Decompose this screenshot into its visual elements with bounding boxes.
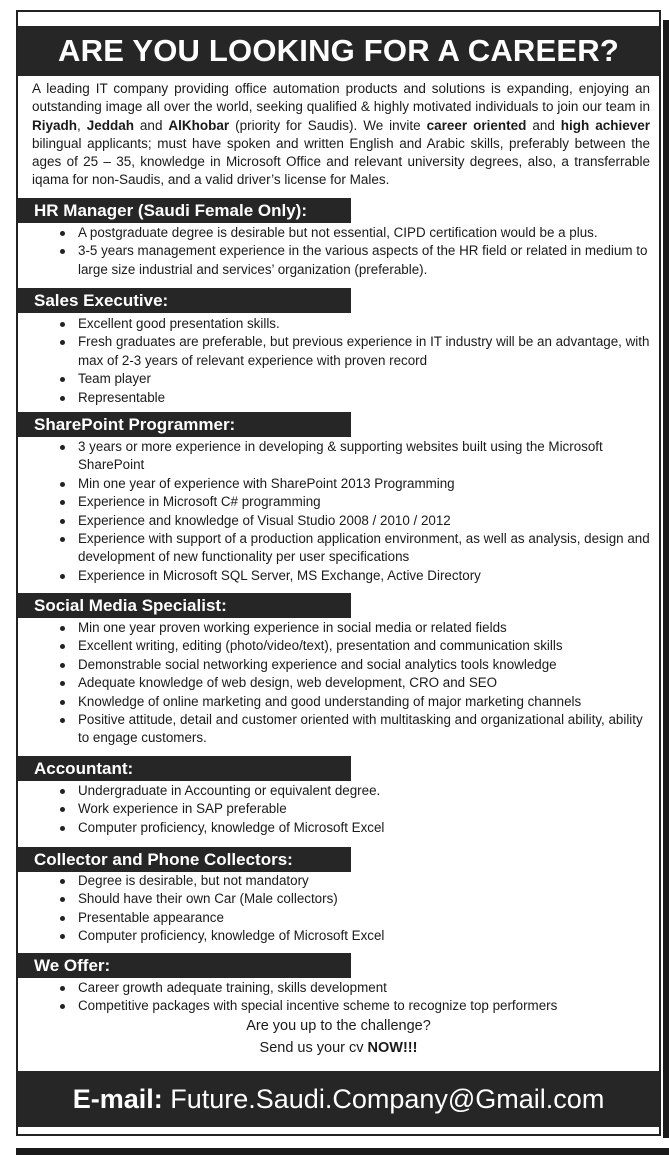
list-item: Presentable appearance	[58, 909, 654, 927]
page-edge-shadow	[663, 20, 669, 1138]
list-item: Should have their own Car (Male collectors)	[58, 890, 654, 908]
sharepoint-programmer-requirements	[58, 438, 654, 585]
intro-separator: ,	[77, 117, 87, 133]
cta-text: Send us your cv	[259, 1040, 368, 1056]
list-item: Excellent writing, editing (photo/video/text), presentation and communication skills	[58, 637, 654, 655]
list-item: Fresh graduates are preferable, but previous experience in IT industry will be an advantage, with max of 2-3 years of relevant experience with proven record	[58, 333, 654, 370]
hr-manager-requirements	[58, 224, 654, 279]
list-item: Computer proficiency, knowledge of Microsoft Excel	[58, 819, 654, 837]
list-item: Work experience in SAP preferable	[58, 800, 654, 818]
list-item: Adequate knowledge of web design, web development, CRO and SEO	[58, 674, 654, 692]
section-heading-accountant: Accountant:	[18, 756, 351, 781]
intro-text: A leading IT company providing office automation products and solutions is expanding, enjoying an outstanding image all over the world, seeking qualified & highly motivated individuals to join our team in	[32, 81, 650, 115]
list-item: Excellent good presentation skills.	[58, 315, 654, 333]
section-heading-social-media-specialist: Social Media Specialist:	[18, 593, 351, 618]
list-item: Knowledge of online marketing and good understanding of major marketing channels	[58, 693, 654, 711]
city-riyadh: Riyadh	[32, 117, 78, 133]
intro-emphasis: career oriented	[426, 117, 527, 133]
list-item: Degree is desirable, but not mandatory	[58, 872, 654, 890]
list-item: Min one year of experience with SharePoint 2013 Programming	[58, 475, 654, 493]
list-item: Experience and knowledge of Visual Studio 2008 / 2010 / 2012	[58, 512, 654, 530]
list-item: 3 years or more experience in developing & supporting websites built using the Microsoft SharePoint	[58, 438, 654, 475]
section-heading-collectors: Collector and Phone Collectors:	[18, 847, 351, 872]
city-jeddah: Jeddah	[86, 117, 134, 133]
list-item: Positive attitude, detail and customer oriented with multitasking and organizational ability, ability to engage customers.	[58, 711, 654, 748]
intro-text: bilingual applicants; must have spoken and written English and Arabic skills, preferably between the ages of 25 – 35, knowledge in Microsoft Office and relevant university degrees, also, a transferrable iqama for non-Saudis, and a valid driver’s license for Males.	[32, 135, 650, 188]
section-heading-sales-executive: Sales Executive:	[18, 288, 351, 313]
list-item: Experience with support of a production application environment, as well as analysis, design and development of new functionality per user specifications	[58, 530, 654, 567]
list-item: Competitive packages with special incentive scheme to recognize top performers	[58, 997, 654, 1015]
list-item: Experience in Microsoft SQL Server, MS Exchange, Active Directory	[58, 567, 654, 585]
social-media-specialist-requirements	[58, 619, 654, 748]
email-label: E-mail:	[72, 1084, 163, 1114]
list-item: Team player	[58, 370, 654, 388]
section-heading-sharepoint-programmer: SharePoint Programmer:	[18, 412, 351, 437]
section-heading-we-offer: We Offer:	[18, 953, 351, 978]
email-address[interactable]: Future.Saudi.Company@Gmail.com	[170, 1084, 605, 1114]
page-title: ARE YOU LOOKING FOR A CAREER?	[18, 26, 659, 76]
collectors-requirements	[58, 872, 654, 946]
sales-executive-requirements	[58, 315, 654, 407]
offer-list	[58, 979, 654, 1016]
intro-text: (priority for Saudis). We invite	[229, 117, 427, 133]
closing-question: Are you up to the challenge?	[246, 1018, 431, 1034]
list-item: A postgraduate degree is desirable but not essential, CIPD certification would be a plus.	[58, 224, 654, 242]
list-item: 3-5 years management experience in the various aspects of the HR field or related in medium to large size industrial and services’ organization (preferable).	[58, 242, 654, 279]
list-item: Computer proficiency, knowledge of Microsoft Excel	[58, 927, 654, 945]
intro-paragraph	[32, 80, 650, 190]
section-heading-hr-manager: HR Manager (Saudi Female Only):	[18, 198, 351, 223]
intro-separator: and	[133, 117, 169, 133]
city-alkhobar: AlKhobar	[168, 117, 230, 133]
list-item: Min one year proven working experience in social media or related fields	[58, 619, 654, 637]
list-item: Demonstrable social networking experience and social analytics tools knowledge	[58, 656, 654, 674]
list-item: Experience in Microsoft C# programming	[58, 493, 654, 511]
closing-call-to-action	[18, 1038, 659, 1058]
job-advertisement	[16, 10, 661, 1136]
bottom-rule	[16, 1148, 669, 1155]
list-item: Career growth adequate training, skills development	[58, 979, 654, 997]
intro-emphasis: high achiever	[560, 117, 651, 133]
list-item: Undergraduate in Accounting or equivalent degree.	[58, 782, 654, 800]
accountant-requirements	[58, 782, 654, 837]
intro-text: and	[526, 117, 561, 133]
email-banner	[18, 1071, 659, 1127]
list-item: Representable	[58, 389, 654, 407]
cta-emphasis: NOW!!!	[367, 1040, 418, 1056]
